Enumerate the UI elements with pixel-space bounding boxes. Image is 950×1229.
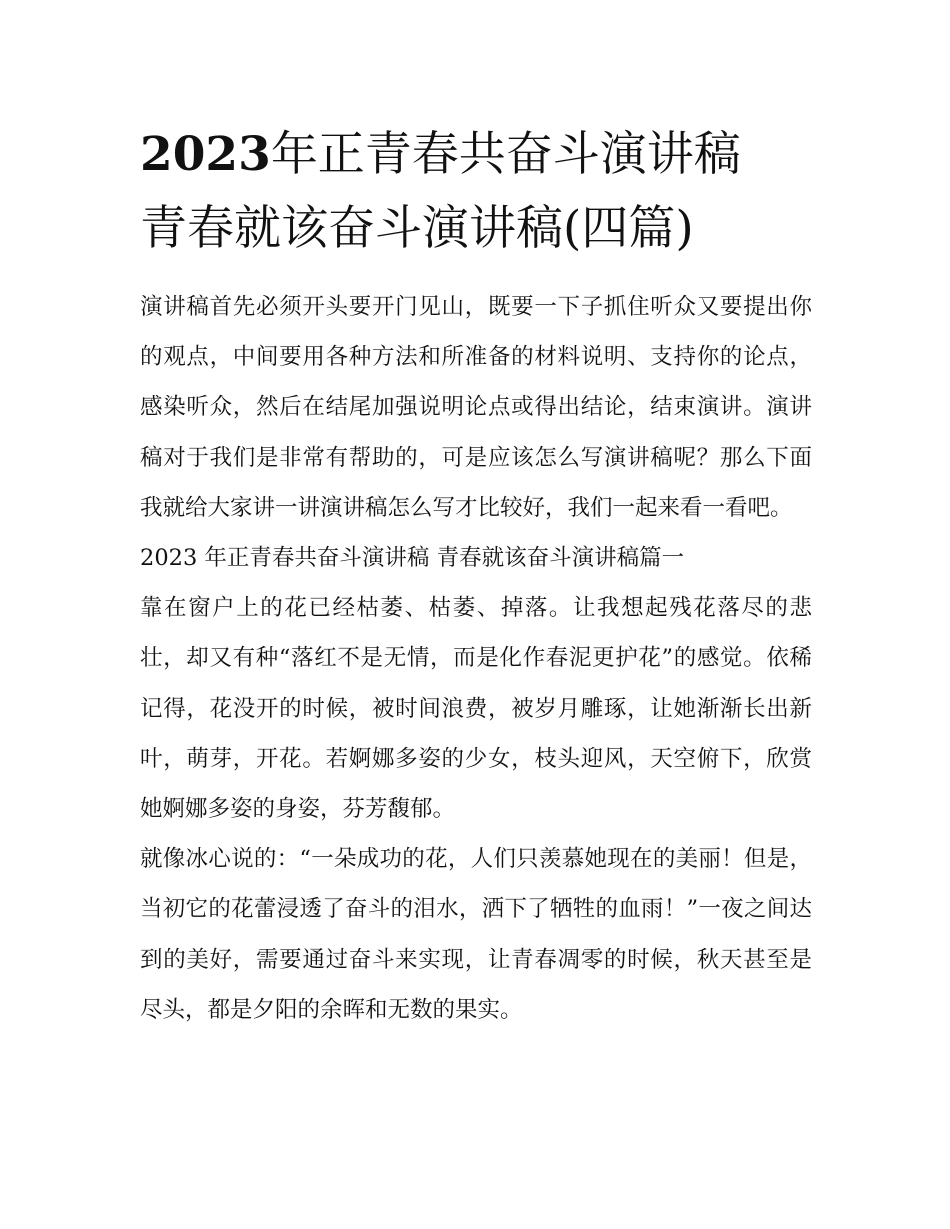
intro-paragraph: 演讲稿首先必须开头要开门见山，既要一下子抓住听众又要提出你的观点，中间要用各种方法和所准备的材料说明、支持你的论点，感染听众，然后在结尾加强说明论点或得出结论，结束演讲。演讲稿对于我们是非常有帮助的，可是应该怎么写演讲稿呢？那么下面我就给大家讲一讲演讲稿怎么写才比较好，我们一起来看一看吧。 — [140, 294, 812, 521]
title-line-1 — [140, 118, 812, 192]
title-line-1-text: 年正青春共奋斗演讲稿 — [270, 127, 741, 182]
document-title — [140, 118, 812, 266]
document-page — [140, 118, 812, 1035]
title-year: 2023 — [140, 127, 271, 182]
title-line-2: 青春就该奋斗演讲稿(四篇) — [140, 201, 694, 256]
section-heading: 2023 年正青春共奋斗演讲稿 青春就该奋斗演讲稿篇一 — [140, 545, 685, 572]
body-paragraph-2: 就像冰心说的：“一朵成功的花，人们只羡慕她现在的美丽！但是，当初它的花蕾浸透了奋斗的泪水，洒下了牺牲的血雨！”一夜之间达到的美好，需要通过奋斗来实现，让青春凋零的时候，秋天甚至是尽头，都是夕阳的余晖和无数的果实。 — [140, 846, 812, 1023]
body-paragraph-1: 靠在窗户上的花已经枯萎、枯萎、掉落。让我想起残花落尽的悲壮，却又有种“落红不是无情，而是化作春泥更护花”的感觉。依稀记得，花没开的时候，被时间浪费，被岁月雕琢，让她渐渐长出新叶，萌芽，开花。若婀娜多姿的少女，枝头迎风，天空俯下，欣赏她婀娜多姿的身姿，芬芳馥郁。 — [140, 595, 812, 823]
